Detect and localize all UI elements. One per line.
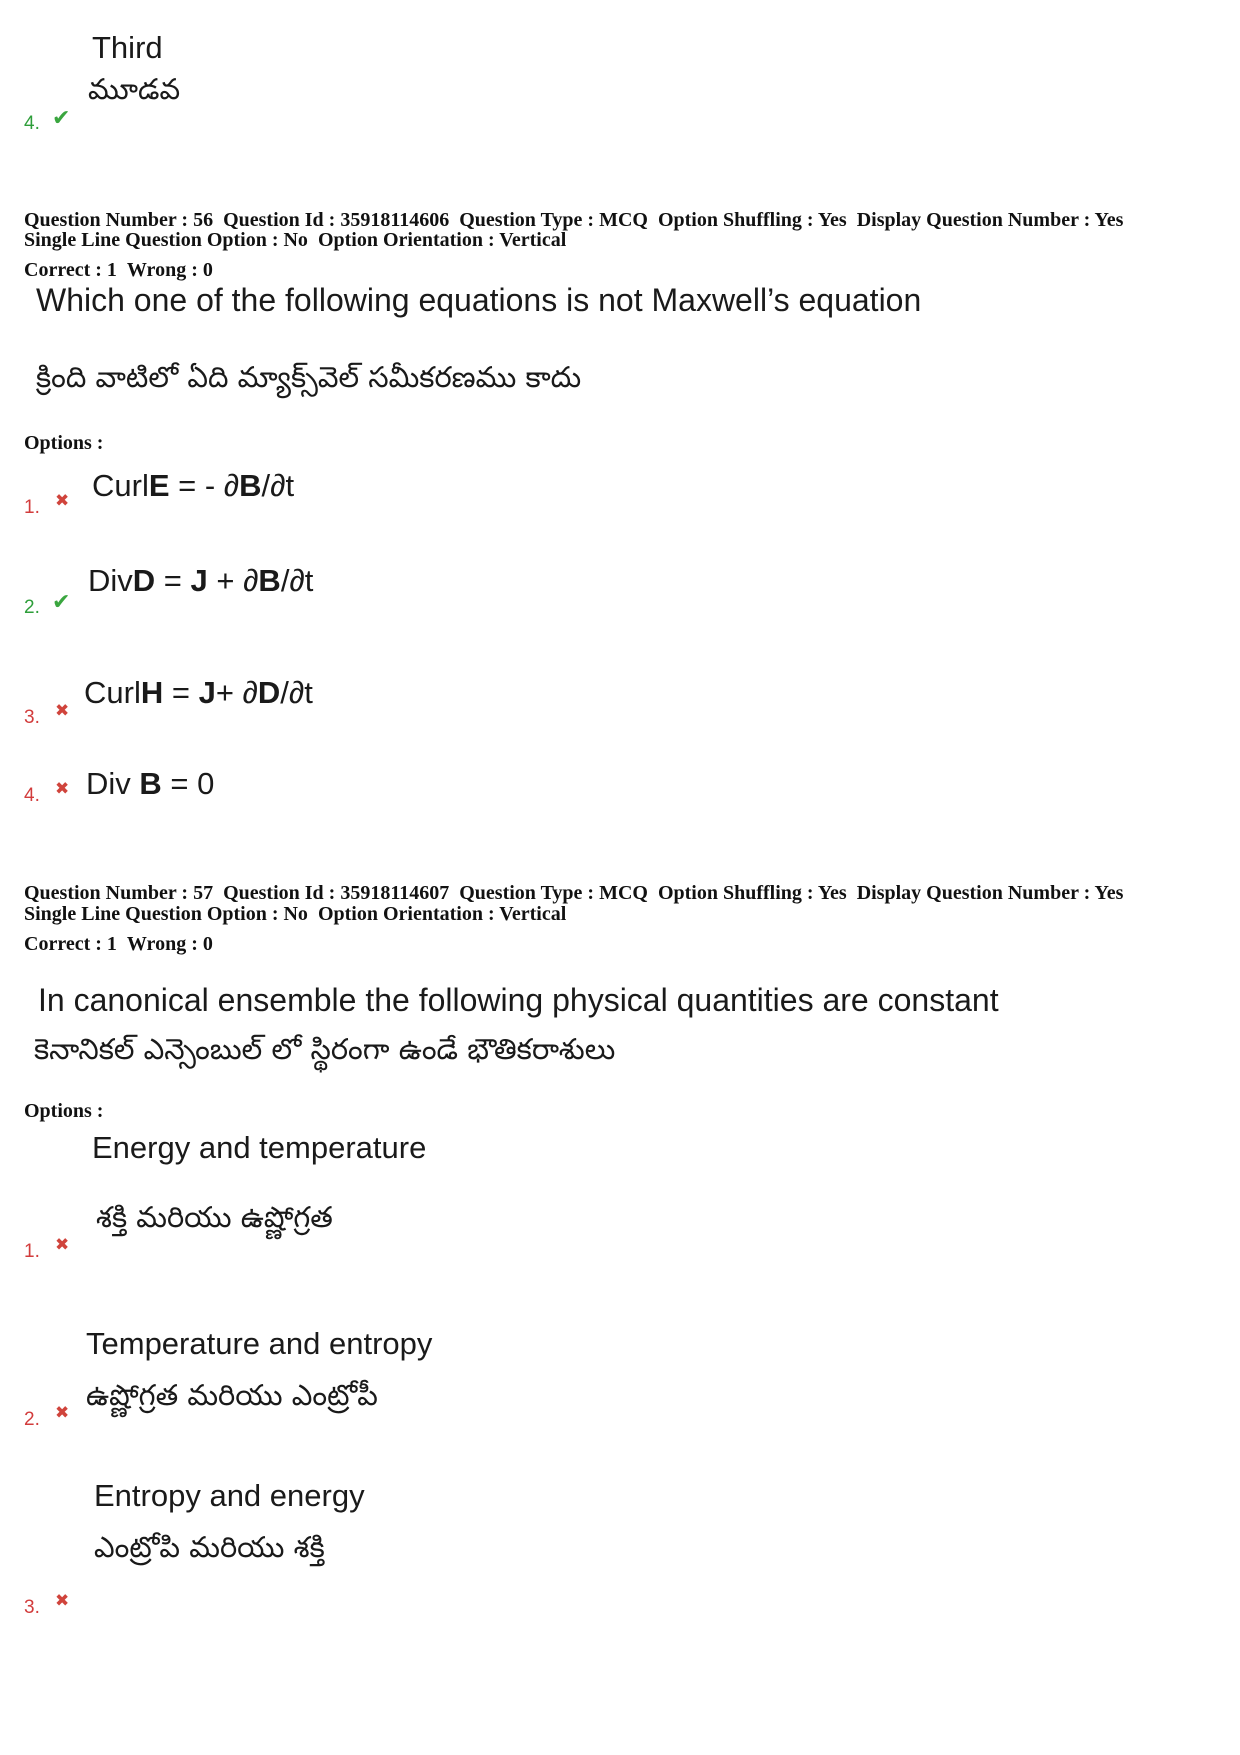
eq-vector: B (239, 468, 262, 503)
q57-option-2-text-te: ఉష్ణోగ్రత మరియు ఎంట్రోపీ (86, 1378, 378, 1412)
q56-option-2-equation (88, 563, 313, 599)
checkmark-icon: ✔ (52, 106, 71, 131)
eq-part: /∂t (280, 563, 314, 598)
eq-part: + ∂ (207, 563, 259, 598)
q57-question-text-en: In canonical ensemble the following physical quantities are constant (38, 982, 999, 1018)
q57-option-2-number: 2. (24, 1409, 40, 1430)
eq-vector: H (140, 675, 164, 710)
cross-icon: ✖ (55, 1235, 70, 1255)
eq-part: Curl (92, 468, 149, 503)
prev-option-4-text-en: Third (92, 30, 163, 65)
eq-vector: J (198, 675, 216, 710)
q56-option-orientation: Option Orientation : Vertical (317, 229, 567, 251)
cross-icon: ✖ (55, 1591, 70, 1611)
eq-part: + ∂ (215, 675, 258, 710)
q56-option-3-equation (84, 675, 313, 711)
q57-score (24, 934, 223, 955)
q56-question-id: Question Id : 35918114606 (223, 209, 450, 231)
eq-part: = - ∂ (169, 468, 240, 503)
cross-icon: ✖ (55, 491, 70, 511)
eq-part: Div (86, 766, 140, 801)
q57-option-3-number: 3. (24, 1597, 40, 1618)
q57-option-orientation: Option Orientation : Vertical (317, 903, 567, 925)
q56-option-shuffling: Option Shuffling : Yes (657, 209, 847, 231)
q57-display-question-number: Display Question Number : Yes (856, 882, 1124, 904)
q57-question-id: Question Id : 35918114607 (223, 882, 450, 904)
q57-question-text-te: కెనానికల్ ఎన్సెంబుల్ లో స్థిరంగా ఉండే భౌతికరాశులు (34, 1032, 616, 1066)
q57-options-label: Options : (24, 1100, 104, 1122)
q56-meta-line1 (24, 210, 1133, 231)
q56-display-question-number: Display Question Number : Yes (856, 209, 1124, 231)
q56-options-label: Options : (24, 432, 104, 454)
eq-part: /∂t (280, 675, 313, 710)
checkmark-icon: ✔ (52, 590, 71, 615)
q57-correct-score: Correct : 1 (24, 933, 117, 955)
q57-option-3-text-en: Entropy and energy (94, 1478, 365, 1513)
q56-question-number: Question Number : 56 (24, 209, 214, 231)
q57-meta-line1 (24, 883, 1133, 904)
eq-vector: D (132, 563, 156, 598)
q56-question-text-en: Which one of the following equations is not Maxwell’s equation (36, 282, 922, 318)
q56-option-3-number: 3. (24, 707, 40, 728)
q57-single-line-option: Single Line Question Option : No (24, 903, 308, 925)
eq-part: = (155, 563, 191, 598)
eq-part: = (163, 675, 199, 710)
eq-part: /∂t (261, 468, 295, 503)
q57-option-3-text-te: ఎంట్రోపి మరియు శక్తి (94, 1530, 325, 1564)
eq-part: = 0 (161, 766, 215, 801)
q57-option-1-text-te: శక్తి మరియు ఉష్ణోగ్రత (96, 1200, 333, 1234)
q57-question-type: Question Type : MCQ (459, 882, 648, 904)
q56-option-2-number: 2. (24, 597, 40, 618)
eq-vector: J (190, 563, 208, 598)
eq-part: Curl (84, 675, 141, 710)
q57-meta-line2 (24, 904, 576, 925)
prev-option-4-text-te: మూడవ (88, 72, 181, 106)
q56-single-line-option: Single Line Question Option : No (24, 229, 308, 251)
cross-icon: ✖ (55, 1403, 70, 1423)
q56-option-4-equation (86, 766, 214, 802)
eq-part: Div (88, 563, 133, 598)
cross-icon: ✖ (55, 701, 70, 721)
q56-option-1-equation (92, 468, 294, 504)
eq-vector: D (257, 675, 281, 710)
eq-vector: B (139, 766, 162, 801)
q57-option-1-number: 1. (24, 1241, 40, 1262)
q56-score (24, 260, 223, 281)
q57-option-1-text-en: Energy and temperature (92, 1130, 427, 1165)
q56-question-text-te: క్రింది వాటిలో ఏది మ్యాక్స్‌వెల్ సమీకరణము కాదు (36, 360, 582, 394)
cross-icon: ✖ (55, 779, 70, 799)
q56-option-1-number: 1. (24, 497, 40, 518)
q56-meta-line2 (24, 230, 576, 251)
q56-correct-score: Correct : 1 (24, 259, 117, 281)
q57-option-shuffling: Option Shuffling : Yes (657, 882, 847, 904)
eq-vector: E (148, 468, 170, 503)
q56-wrong-score: Wrong : 0 (126, 259, 213, 281)
q56-question-type: Question Type : MCQ (459, 209, 648, 231)
eq-vector: B (258, 563, 281, 598)
q56-option-4-number: 4. (24, 785, 40, 806)
q57-question-number: Question Number : 57 (24, 882, 214, 904)
q57-wrong-score: Wrong : 0 (126, 933, 213, 955)
prev-option-4-number: 4. (24, 113, 40, 134)
q57-option-2-text-en: Temperature and entropy (86, 1326, 433, 1361)
